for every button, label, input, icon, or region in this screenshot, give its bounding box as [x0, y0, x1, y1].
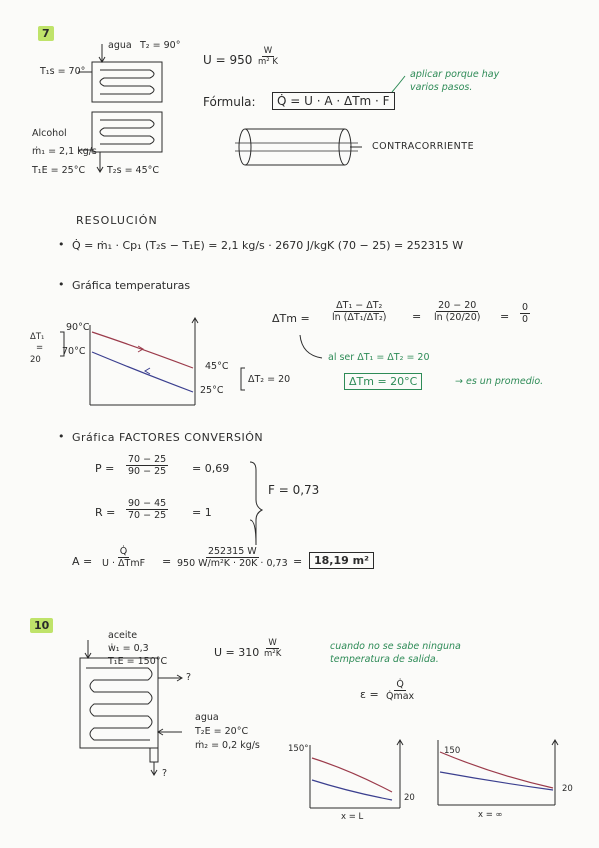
promedio-note: → es un promedio. — [455, 376, 544, 387]
u10-label: U = 310 — [214, 646, 260, 659]
f-value: F = 0,73 — [268, 483, 320, 497]
t2s-label: T₂s = 45°C — [107, 165, 160, 176]
outlet-unknown-1: ? — [186, 672, 192, 683]
dtm-fraction-values: $\frac{20 - 20}{\ln (20/20)}$ — [434, 300, 481, 323]
hot-curve — [92, 332, 193, 368]
r-label: R = — [95, 506, 116, 519]
agua-10-label: agua — [195, 712, 219, 723]
u-units: $\frac{W}{\text{m² K}}$ — [258, 46, 278, 67]
a-label: A = — [72, 555, 93, 568]
upper-coil — [100, 70, 154, 94]
cylinder-right-end — [339, 129, 351, 165]
epsilon-label: ε = — [360, 688, 379, 701]
u-label: U = 950 — [203, 53, 253, 67]
contracorriente-label: CONTRACORRIENTE — [372, 141, 475, 152]
epsilon-fraction: $\frac{Q̇}{Q̇\max}$ — [386, 679, 415, 702]
dt1-label: ΔT₁ — [30, 332, 45, 342]
m2-label: ṁ₂ = 0,2 kg/s — [195, 740, 260, 751]
dtm-result-box: ΔTm = 20°C — [344, 373, 422, 390]
exchanger-upper-shell — [92, 62, 162, 102]
lower-coil — [100, 120, 154, 144]
p-label: P = — [95, 462, 115, 475]
water-label: agua — [108, 40, 132, 51]
formula-box: Q̇ = U · A · ΔTm · F — [272, 92, 395, 110]
graph1-20: 20 — [404, 793, 415, 803]
aceite-label: aceite — [108, 630, 138, 641]
a-fraction-values: $\frac{252315 W}{\text{950 W/m²K · 20K · 0,73}}$ — [177, 546, 288, 569]
cylinder-left-end — [239, 129, 251, 165]
t2-label: T₂ = 90° — [140, 40, 181, 51]
bullet: • — [58, 238, 65, 251]
r-value: = 1 — [192, 506, 212, 519]
dtm-label: ΔTm = — [272, 312, 310, 325]
t1e-label: T₁E = 25°C — [32, 165, 86, 176]
note-arrow — [392, 76, 405, 92]
al-ser-note: al ser ΔT₁ = ΔT₂ = 20 — [328, 352, 430, 363]
graph2-20: 20 — [562, 784, 573, 794]
problem-number-badge: 10 — [30, 618, 53, 633]
graph2-150: 150 — [444, 746, 461, 756]
graph-70c: 70°C — [62, 346, 86, 357]
p-fraction: $\frac{70 - 25}{90 - 25}$ — [128, 454, 167, 477]
r-fraction: $\frac{90 - 45}{70 - 25}$ — [128, 498, 167, 521]
note-no-temperatura: cuando no se sabe ninguna temperatura de salida. — [330, 641, 461, 665]
graph1-150: 150° — [288, 744, 309, 754]
resolucion-heading: RESOLUCIÓN — [76, 214, 158, 227]
q-equation: Q̇ = ṁ₁ · Cp₁ (T₂s − T₁E) = 2,1 kg/s · 2670 J/kgK (70 − 25) = 252315 W — [72, 239, 464, 252]
cold-curve — [92, 352, 193, 392]
dt2-label: ΔT₂ = 20 — [248, 374, 291, 385]
dt1-value: 20 — [30, 355, 41, 365]
outlet-unknown-2: ? — [162, 768, 168, 779]
graph1-xlabel: x = L — [341, 812, 364, 822]
p-value: = 0,69 — [192, 462, 230, 475]
dtm-fraction: $\frac{\text{ΔT₁ − ΔT₂}}{\text{ln (ΔT₁/ΔT₂)}}$ — [332, 300, 387, 323]
bullet: • — [58, 278, 65, 291]
exchanger-lower-shell — [92, 112, 162, 152]
alcohol-label: Alcohol — [32, 128, 67, 139]
note-varios-pasos: aplicar porque hay varios pasos. — [410, 69, 500, 93]
exchanger-10-shell — [80, 658, 158, 748]
u10-units: $\frac{W}{\text{m²K}}$ — [264, 638, 282, 659]
graph-90c: 90°C — [66, 322, 90, 333]
m1-label: ṁ₁ = 2,1 kg/s — [32, 146, 97, 157]
dtm-result-fraction: $\frac{0}{0}$ — [522, 302, 529, 325]
a-fraction: $\frac{Q̇}{\text{U · ΔTmF}}$ — [102, 546, 146, 569]
coil-10 — [86, 668, 152, 740]
graph-25c: 25°C — [200, 385, 224, 396]
graph-45c: 45°C — [205, 361, 229, 372]
dt1-equals: = — [36, 343, 44, 353]
problem-number-badge: 7 — [38, 26, 54, 41]
t1s-label: T₁s = 70° — [40, 66, 86, 77]
t2e-label: T₂E = 20°C — [195, 726, 249, 737]
t1e-10-label: T₁E = 150°C — [108, 656, 168, 667]
grafica-factores-heading: Gráfica FACTORES CONVERSIÓN — [72, 431, 264, 444]
area-result-box: 18,19 m² — [309, 552, 374, 569]
bullet: • — [58, 430, 65, 443]
graph2-xlabel: x = ∞ — [478, 810, 503, 820]
grafica-temperaturas-heading: Gráfica temperaturas — [72, 279, 191, 292]
formula-label: Fórmula: — [203, 95, 256, 109]
w1-label: ẇ₁ = 0,3 — [108, 643, 149, 654]
